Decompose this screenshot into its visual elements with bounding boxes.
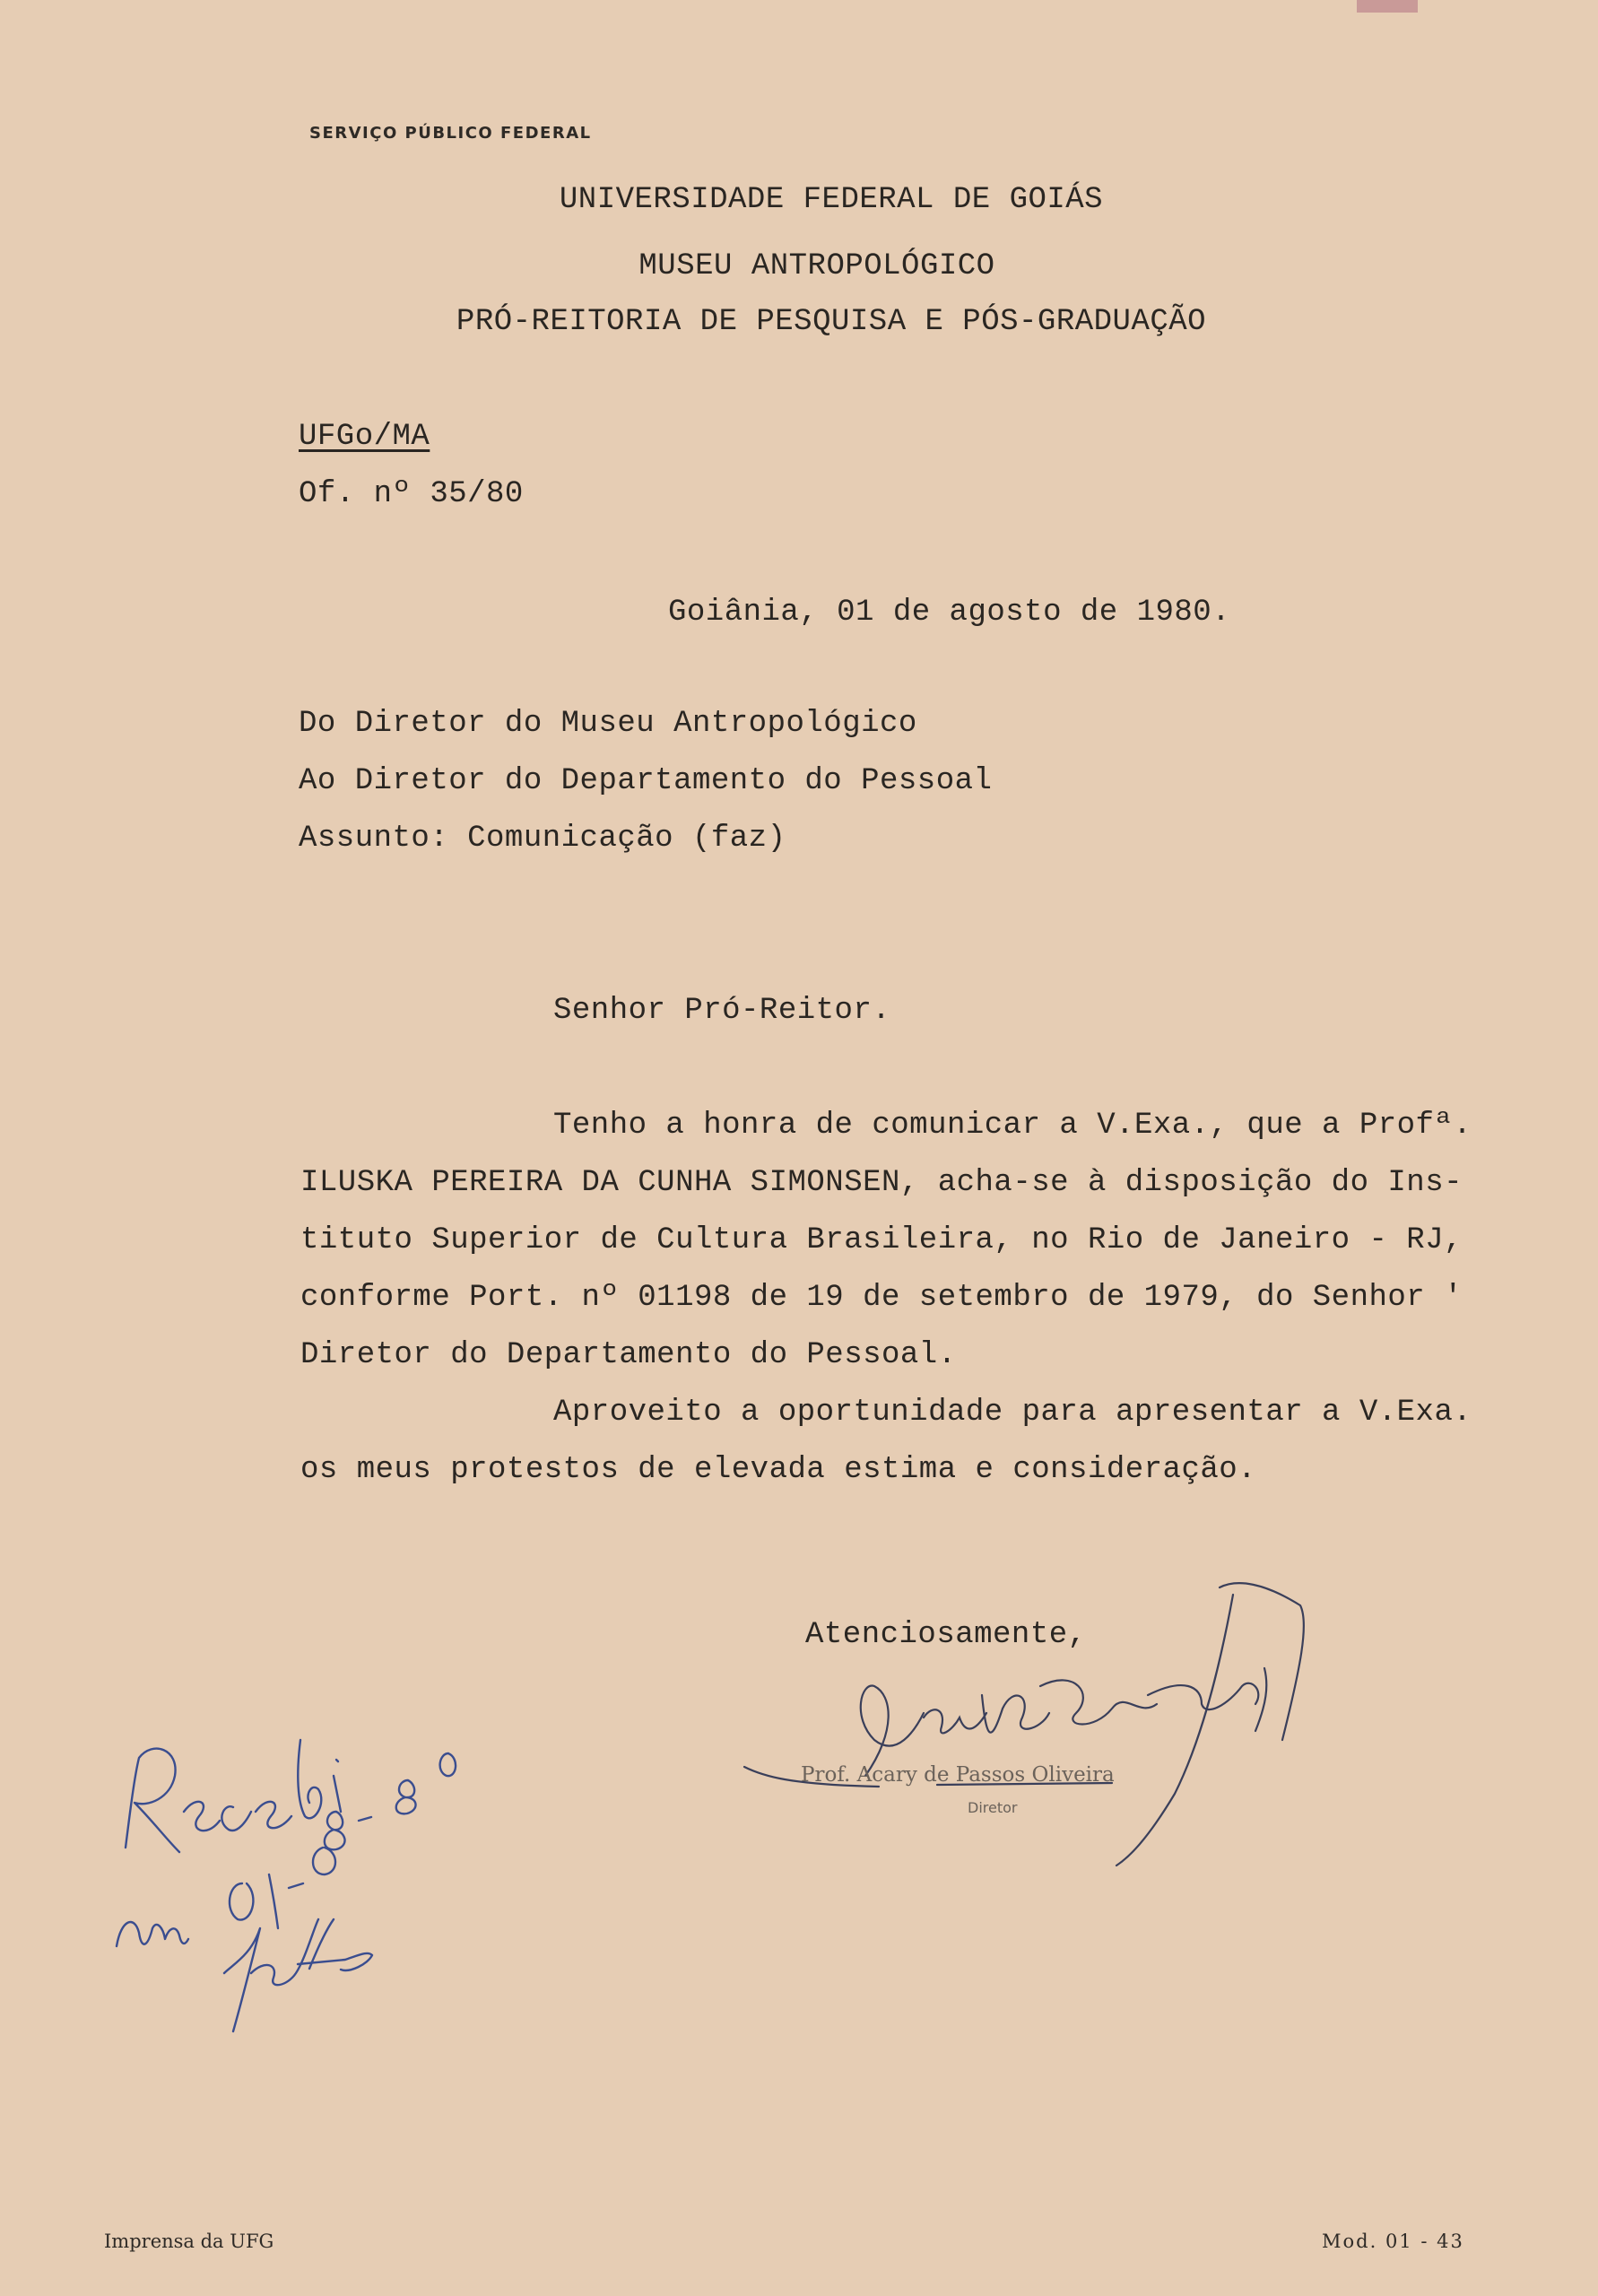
signature-graphic — [717, 1561, 1345, 1883]
routing-subject: Assunto: Comunicação (faz) — [299, 822, 786, 856]
body-line: Diretor do Departamento do Pessoal. — [300, 1338, 957, 1372]
service-header: SERVIÇO PÚBLICO FEDERAL — [309, 124, 592, 143]
office-number: Of. nº 35/80 — [299, 477, 524, 511]
body-line: ILUSKA PEREIRA DA CUNHA SIMONSEN, acha-se à disposição do Ins- — [300, 1166, 1463, 1200]
footer-form-model: Mod. 01 - 43 — [1322, 2231, 1464, 2252]
routing-from: Do Diretor do Museu Antropológico — [299, 707, 917, 741]
routing-to: Ao Diretor do Departamento do Pessoal — [299, 764, 993, 798]
body-line: os meus protestos de elevada estima e consideração. — [300, 1453, 1257, 1487]
corner-tab-mark — [1357, 0, 1418, 13]
handwritten-receipt-note — [99, 1704, 565, 2045]
reference-code: UFGo/MA — [299, 420, 430, 454]
signer-name: Prof. Acary de Passos Oliveira — [801, 1763, 1115, 1787]
closing: Atenciosamente, — [805, 1618, 1087, 1652]
body-line: Aproveito a oportunidade para apresentar a V.Exa. — [553, 1396, 1472, 1430]
proreitoria-name: PRÓ-REITORIA DE PESQUISA E PÓS-GRADUAÇÃO — [456, 305, 1207, 339]
salutation: Senhor Pró-Reitor. — [553, 994, 891, 1028]
university-name: UNIVERSIDADE FEDERAL DE GOIÁS — [559, 183, 1104, 217]
museum-name: MUSEU ANTROPOLÓGICO — [638, 249, 995, 283]
body-line: conforme Port. nº 01198 de 19 de setembro de 1979, do Senhor ' — [300, 1281, 1463, 1315]
date-line: Goiânia, 01 de agosto de 1980. — [668, 596, 1231, 630]
footer-printer: Imprensa da UFG — [104, 2231, 274, 2252]
signer-title: Diretor — [968, 1799, 1018, 1816]
body-line: Tenho a honra de comunicar a V.Exa., que a Profª. — [553, 1109, 1472, 1143]
body-line: tituto Superior de Cultura Brasileira, no Rio de Janeiro - RJ, — [300, 1223, 1463, 1257]
